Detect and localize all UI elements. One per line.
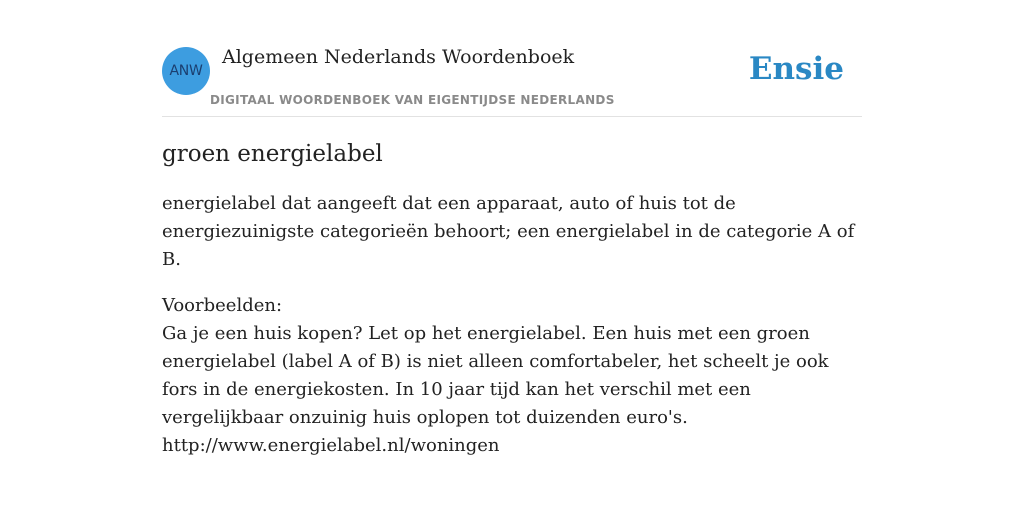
entry-headword: groen energielabel xyxy=(162,141,383,167)
example-text: Ga je een huis kopen? Let op het energielabel. Een huis met een groen energielabel (label A of B) is niet alleen comfortabeler, het scheelt je ook fors in de energiekosten. In 10 jaar tijd kan het verschil met een vergelijkbaar onzuinig huis oplopen tot duizenden euro's. xyxy=(162,323,829,428)
logo-text: ANW xyxy=(169,63,203,79)
site-title[interactable]: Algemeen Nederlands Woordenboek xyxy=(222,46,575,68)
site-header xyxy=(162,46,862,117)
examples-label: Voorbeelden: xyxy=(162,295,283,316)
anw-logo[interactable] xyxy=(162,47,210,95)
site-subtitle: DIGITAAL WOORDENBOEK VAN EIGENTIJDSE NEDERLANDS xyxy=(210,93,615,107)
entry-examples xyxy=(162,292,862,460)
ensie-brand-link[interactable]: Ensie xyxy=(748,51,844,87)
dictionary-entry xyxy=(162,138,862,460)
entry-definition: energielabel dat aangeeft dat een apparaat, auto of huis tot de energiezuinigste categorieën behoort; een energielabel in de categorie A of B. xyxy=(162,193,855,270)
example-source: http://www.energielabel.nl/woningen xyxy=(162,435,500,456)
